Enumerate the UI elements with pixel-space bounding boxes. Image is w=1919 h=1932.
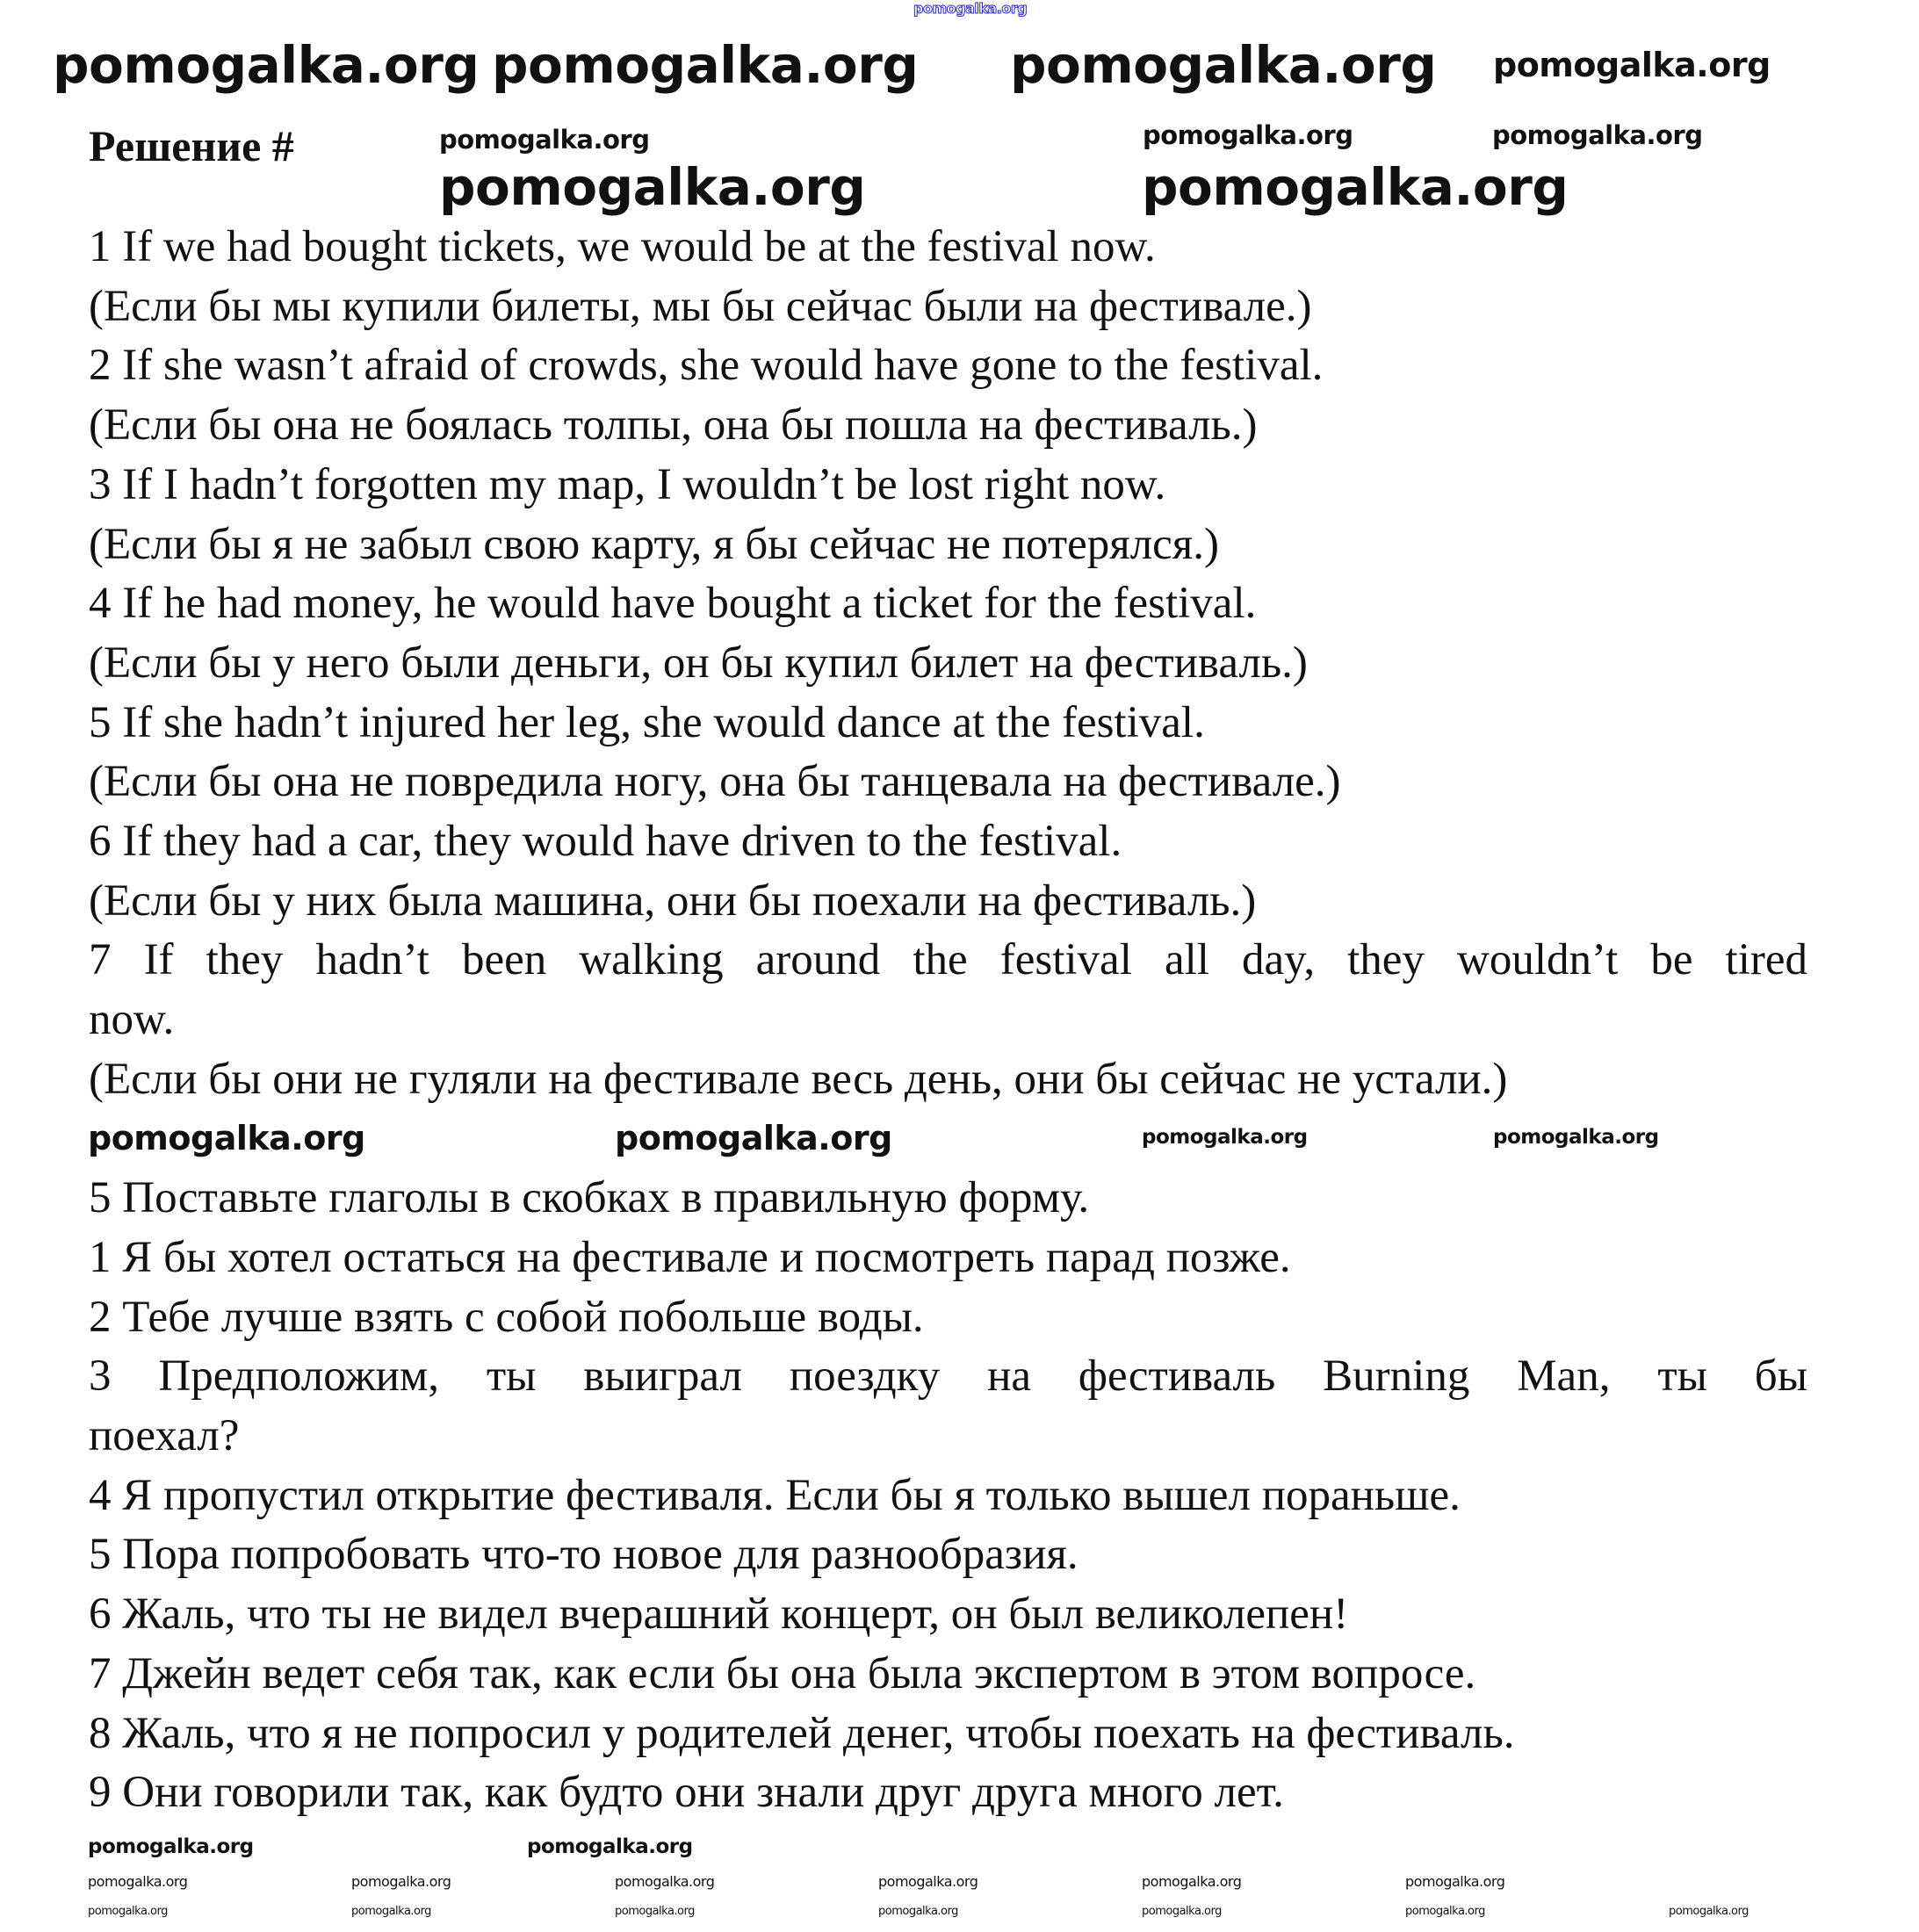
exercise-item-3-line-1: 3 Предположим, ты выиграл поездку на фестиваль Burning Man, ты бы bbox=[89, 1352, 1807, 1402]
watermark: pomogalka.org bbox=[1010, 35, 1437, 95]
watermark: pomogalka.org bbox=[1143, 120, 1353, 150]
watermark: pomogalka.org bbox=[1142, 1126, 1308, 1149]
watermark: pomogalka.org bbox=[1493, 1126, 1659, 1149]
sentence-7-line-1: 7 If they hadn’t been walking around the festival all day, they wouldn’t be tired bbox=[89, 935, 1807, 985]
exercise-item: 1 Я бы хотел остаться на фестивале и посмотреть парад позже. bbox=[89, 1232, 1291, 1282]
watermark: pomogalka.org bbox=[439, 157, 866, 217]
exercise-item: 2 Тебе лучше взять с собой побольше воды. bbox=[89, 1292, 924, 1342]
translation: (Если бы они не гуляли на фестивале весь день, они бы сейчас не устали.) bbox=[89, 1054, 1508, 1104]
exercise-item: 5 Пора попробовать что-то новое для разнообразия. bbox=[89, 1530, 1079, 1580]
translation: (Если бы она не боялась толпы, она бы пошла на фестиваль.) bbox=[89, 400, 1258, 451]
translation: (Если бы она не повредила ногу, она бы танцевала на фестивале.) bbox=[89, 757, 1341, 807]
watermark: pomogalka.org bbox=[88, 1905, 168, 1918]
sentence: 3 If I hadn’t forgotten my map, I wouldn’t be lost right now. bbox=[89, 459, 1166, 509]
exercise-item: 7 Джейн ведет себя так, как если бы она была экспертом в этом вопросе. bbox=[89, 1648, 1476, 1698]
watermark: pomogalka.org bbox=[1493, 46, 1771, 84]
translation: (Если бы у них была машина, они бы поехали на фестиваль.) bbox=[89, 876, 1257, 926]
sentence: 2 If she wasn’t afraid of crowds, she would have gone to the festival. bbox=[89, 341, 1324, 391]
watermark: pomogalka.org bbox=[1142, 1873, 1242, 1890]
translation: (Если бы у него были деньги, он бы купил билет на фестиваль.) bbox=[89, 638, 1308, 688]
solution-title: Решение # bbox=[89, 121, 294, 170]
watermark: pomogalka.org bbox=[1492, 120, 1703, 150]
exercise-item-3-line-2: поехал? bbox=[89, 1411, 240, 1461]
exercise-item: 4 Я пропустил открытие фестиваля. Если бы я только вышел пораньше. bbox=[89, 1470, 1461, 1520]
watermark: pomogalka.org bbox=[615, 1119, 892, 1157]
watermark: pomogalka.org bbox=[53, 35, 480, 95]
watermark: pomogalka.org bbox=[615, 1873, 715, 1890]
watermark-link[interactable]: pomogalka.org bbox=[913, 0, 1028, 17]
watermark: pomogalka.org bbox=[351, 1905, 431, 1918]
translation: (Если бы мы купили билеты, мы бы сейчас были на фестивале.) bbox=[89, 281, 1312, 331]
sentence: 1 If we had bought tickets, we would be at the festival now. bbox=[89, 222, 1156, 271]
watermark: pomogalka.org bbox=[439, 125, 650, 155]
watermark: pomogalka.org bbox=[1142, 1905, 1222, 1918]
exercise-heading: 5 Поставьте глаголы в скобках в правильную форму. bbox=[89, 1173, 1090, 1223]
translation: (Если бы я не забыл свою карту, я бы сейчас не потерялся.) bbox=[89, 519, 1220, 569]
exercise-item: 8 Жаль, что я не попросил у родителей денег, чтобы поехать на фестиваль. bbox=[89, 1708, 1515, 1758]
watermark: pomogalka.org bbox=[1405, 1873, 1505, 1890]
watermark: pomogalka.org bbox=[615, 1905, 695, 1918]
exercise-item: 9 Они говорили так, как будто они знали друг друга много лет. bbox=[89, 1768, 1284, 1818]
watermark: pomogalka.org bbox=[492, 35, 919, 95]
watermark: pomogalka.org bbox=[1405, 1905, 1485, 1918]
watermark: pomogalka.org bbox=[1669, 1905, 1749, 1918]
watermark: pomogalka.org bbox=[878, 1873, 978, 1890]
watermark: pomogalka.org bbox=[351, 1873, 451, 1890]
watermark: pomogalka.org bbox=[1142, 157, 1569, 217]
watermark: pomogalka.org bbox=[88, 1873, 188, 1890]
watermark: pomogalka.org bbox=[88, 1119, 365, 1157]
sentence-7-line-2: now. bbox=[89, 995, 175, 1045]
exercise-item: 6 Жаль, что ты не видел вчерашний концерт, он был великолепен! bbox=[89, 1590, 1349, 1640]
sentence: 6 If they had a car, they would have driven to the festival. bbox=[89, 817, 1122, 867]
watermark: pomogalka.org bbox=[88, 1835, 254, 1858]
watermark: pomogalka.org bbox=[527, 1835, 693, 1858]
watermark: pomogalka.org bbox=[878, 1905, 958, 1918]
sentence: 5 If she hadn’t injured her leg, she would dance at the festival. bbox=[89, 697, 1205, 747]
document-body bbox=[89, 115, 1807, 1823]
sentence: 4 If he had money, he would have bought a ticket for the festival. bbox=[89, 579, 1257, 629]
